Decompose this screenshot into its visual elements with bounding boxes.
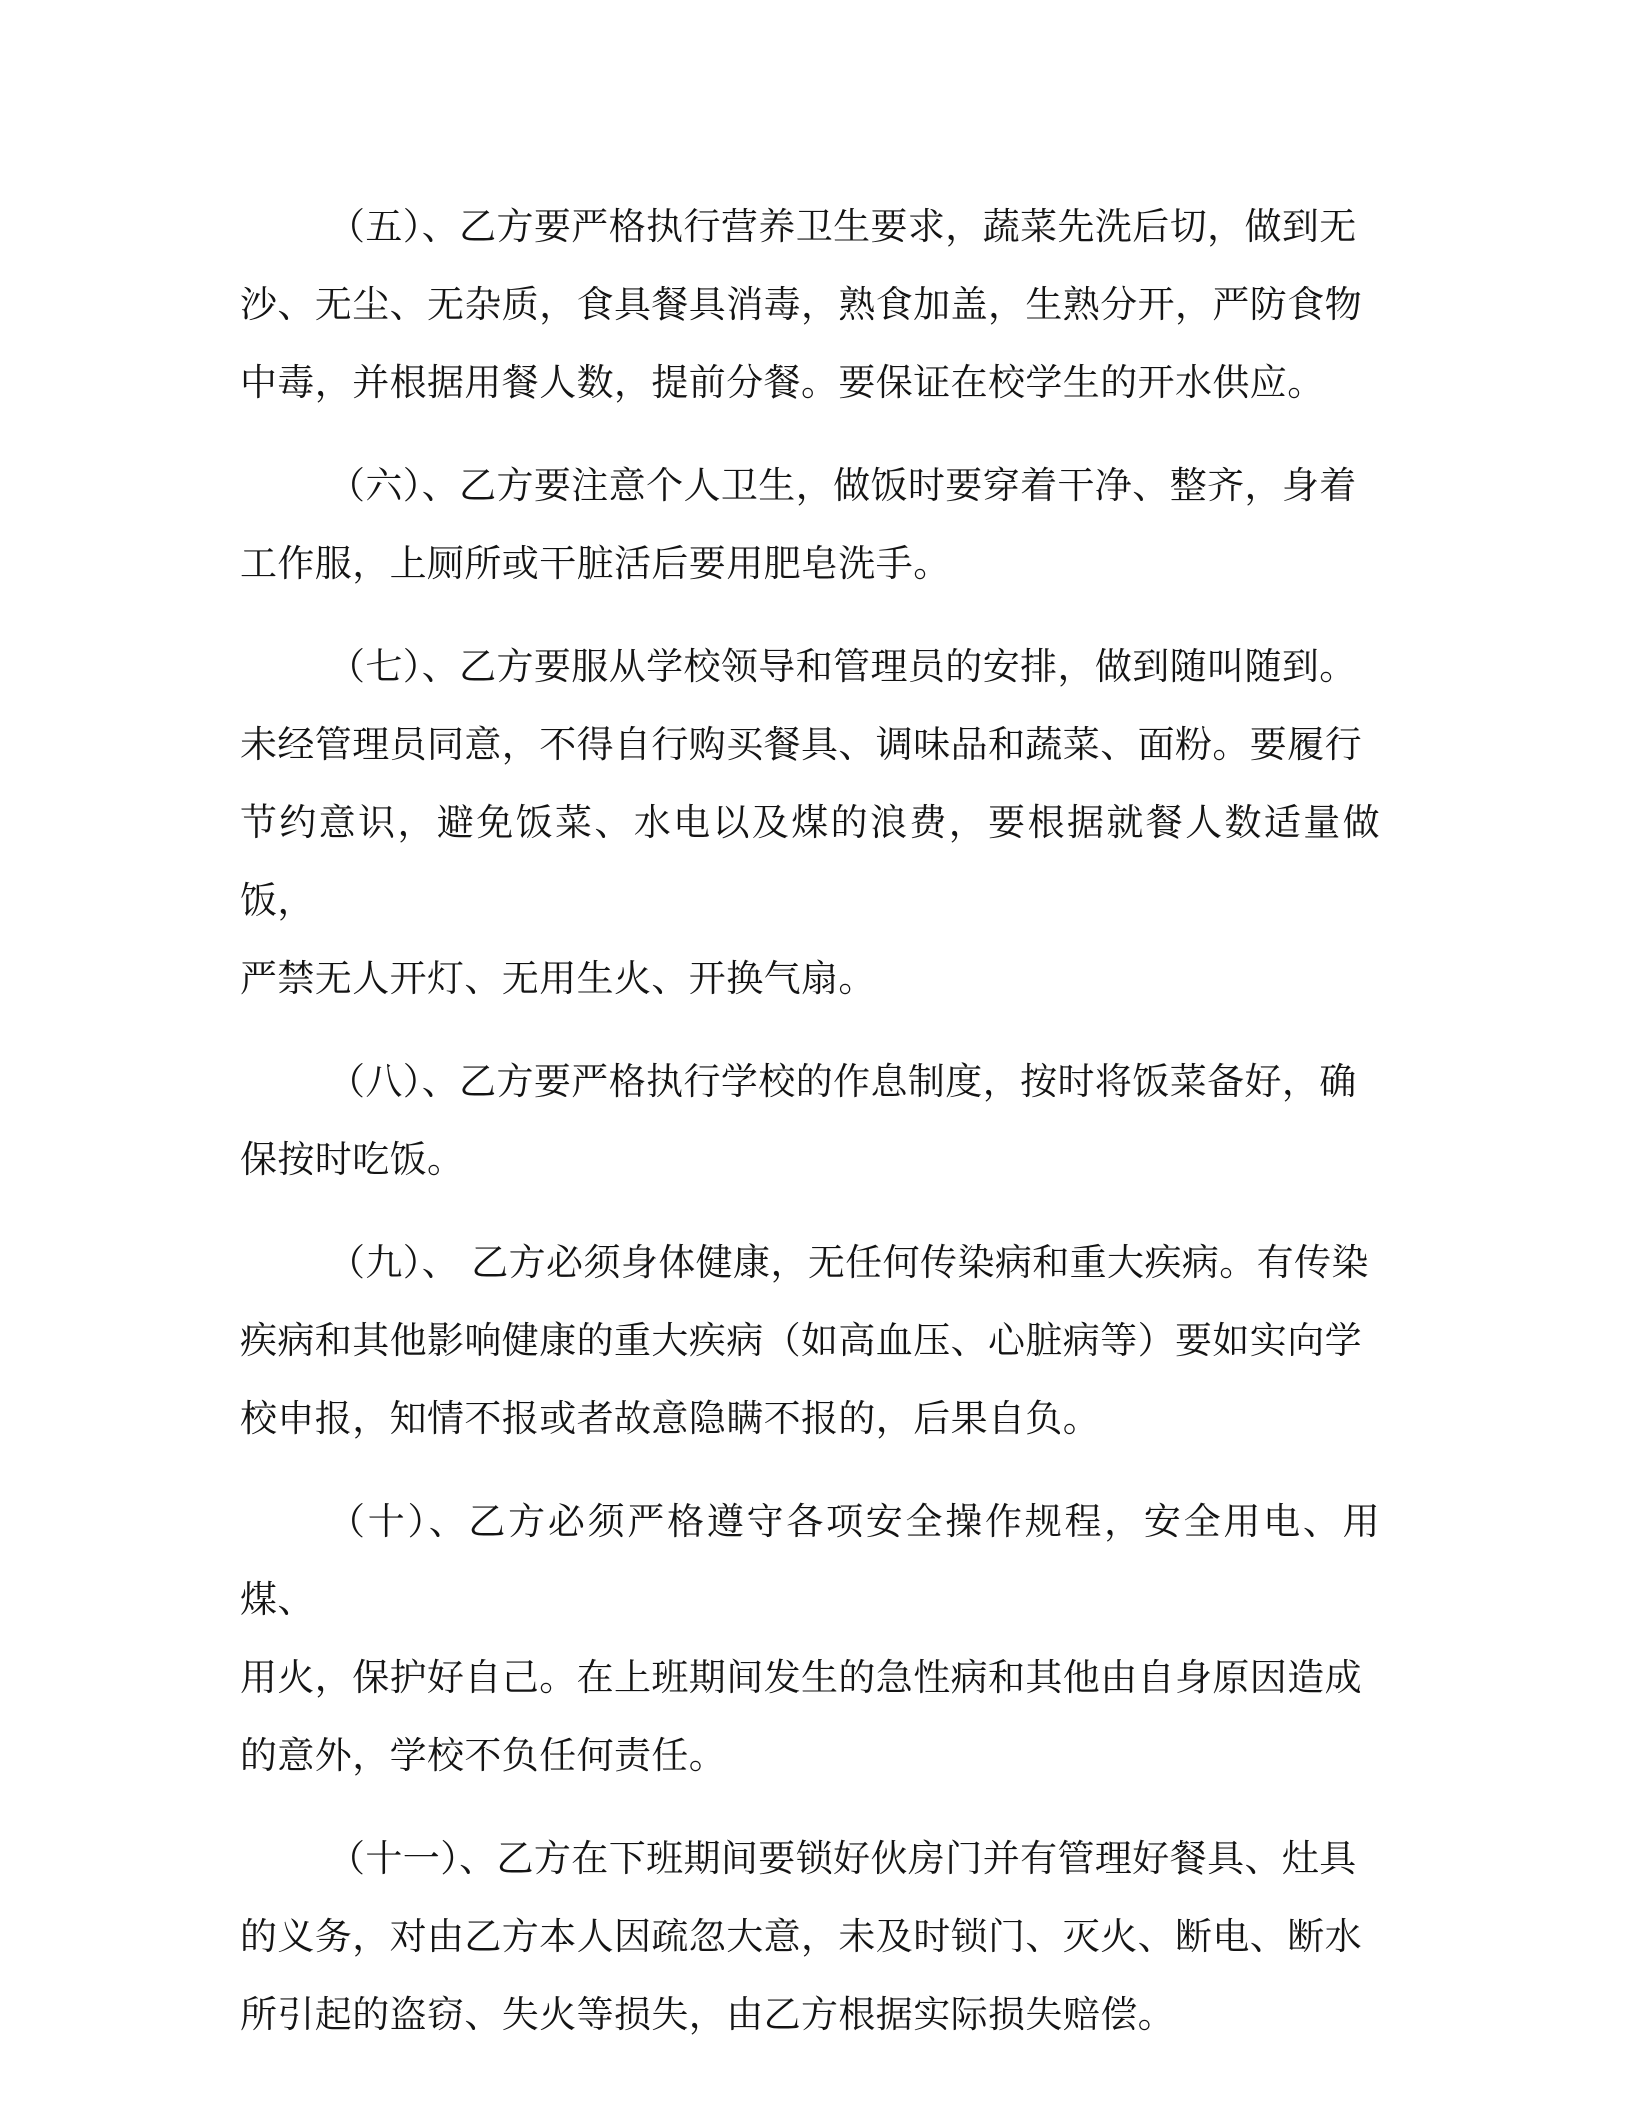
document-body	[240, 188, 1380, 2079]
paragraph-line: （五）、乙方要严格执行营养卫生要求，蔬菜先洗后切，做到无	[328, 205, 1357, 248]
paragraph-line: 工作服，上厕所或干脏活后要用肥皂洗手。	[240, 542, 951, 585]
paragraph-line: 疾病和其他影响健康的重大疾病（如高血压、心脏病等）要如实向学	[240, 1319, 1362, 1362]
paragraph-8	[240, 1043, 1380, 1199]
paragraph-line: 未经管理员同意，不得自行购买餐具、调味品和蔬菜、面粉。要履行	[240, 723, 1362, 766]
paragraph-line: 保按时吃饭。	[240, 1138, 465, 1181]
paragraph-line: 的意外，学校不负任何责任。	[240, 1734, 727, 1777]
paragraph-line: （十）、乙方必须严格遵守各项安全操作规程，安全用电、用煤、	[240, 1500, 1380, 1621]
paragraph-line: （八）、乙方要严格执行学校的作息制度，按时将饭菜备好，确	[328, 1060, 1357, 1103]
paragraph-11	[240, 1820, 1380, 2054]
paragraph-line: 节约意识，避免饭菜、水电以及煤的浪费，要根据就餐人数适量做饭，	[240, 801, 1380, 922]
paragraph-line: （九）、 乙方必须身体健康，无任何传染病和重大疾病。有传染	[328, 1241, 1369, 1284]
paragraph-9	[240, 1224, 1380, 1458]
paragraph-line: 沙、无尘、无杂质，食具餐具消毒，熟食加盖，生熟分开，严防食物	[240, 283, 1362, 326]
paragraph-line: 用火，保护好自己。在上班期间发生的急性病和其他由自身原因造成	[240, 1656, 1362, 1699]
paragraph-7	[240, 628, 1380, 1018]
paragraph-line: 校申报，知情不报或者故意隐瞒不报的，后果自负。	[240, 1397, 1101, 1440]
paragraph-5	[240, 188, 1380, 422]
paragraph-6	[240, 447, 1380, 603]
paragraph-line: （七）、乙方要服从学校领导和管理员的安排，做到随叫随到。	[328, 645, 1357, 688]
paragraph-line: （六）、乙方要注意个人卫生，做饭时要穿着干净、整齐，身着	[328, 464, 1357, 507]
paragraph-10	[240, 1483, 1380, 1795]
paragraph-line: 中毒，并根据用餐人数，提前分餐。要保证在校学生的开水供应。	[240, 361, 1325, 404]
paragraph-line: 严禁无人开灯、无用生火、开换气扇。	[240, 957, 876, 1000]
paragraph-line: 所引起的盗窃、失火等损失，由乙方根据实际损失赔偿。	[240, 1993, 1175, 2036]
paragraph-line: （十一）、乙方在下班期间要锁好伙房门并有管理好餐具、灶具	[328, 1837, 1357, 1880]
paragraph-line: 的义务，对由乙方本人因疏忽大意，未及时锁门、灭火、断电、断水	[240, 1915, 1362, 1958]
